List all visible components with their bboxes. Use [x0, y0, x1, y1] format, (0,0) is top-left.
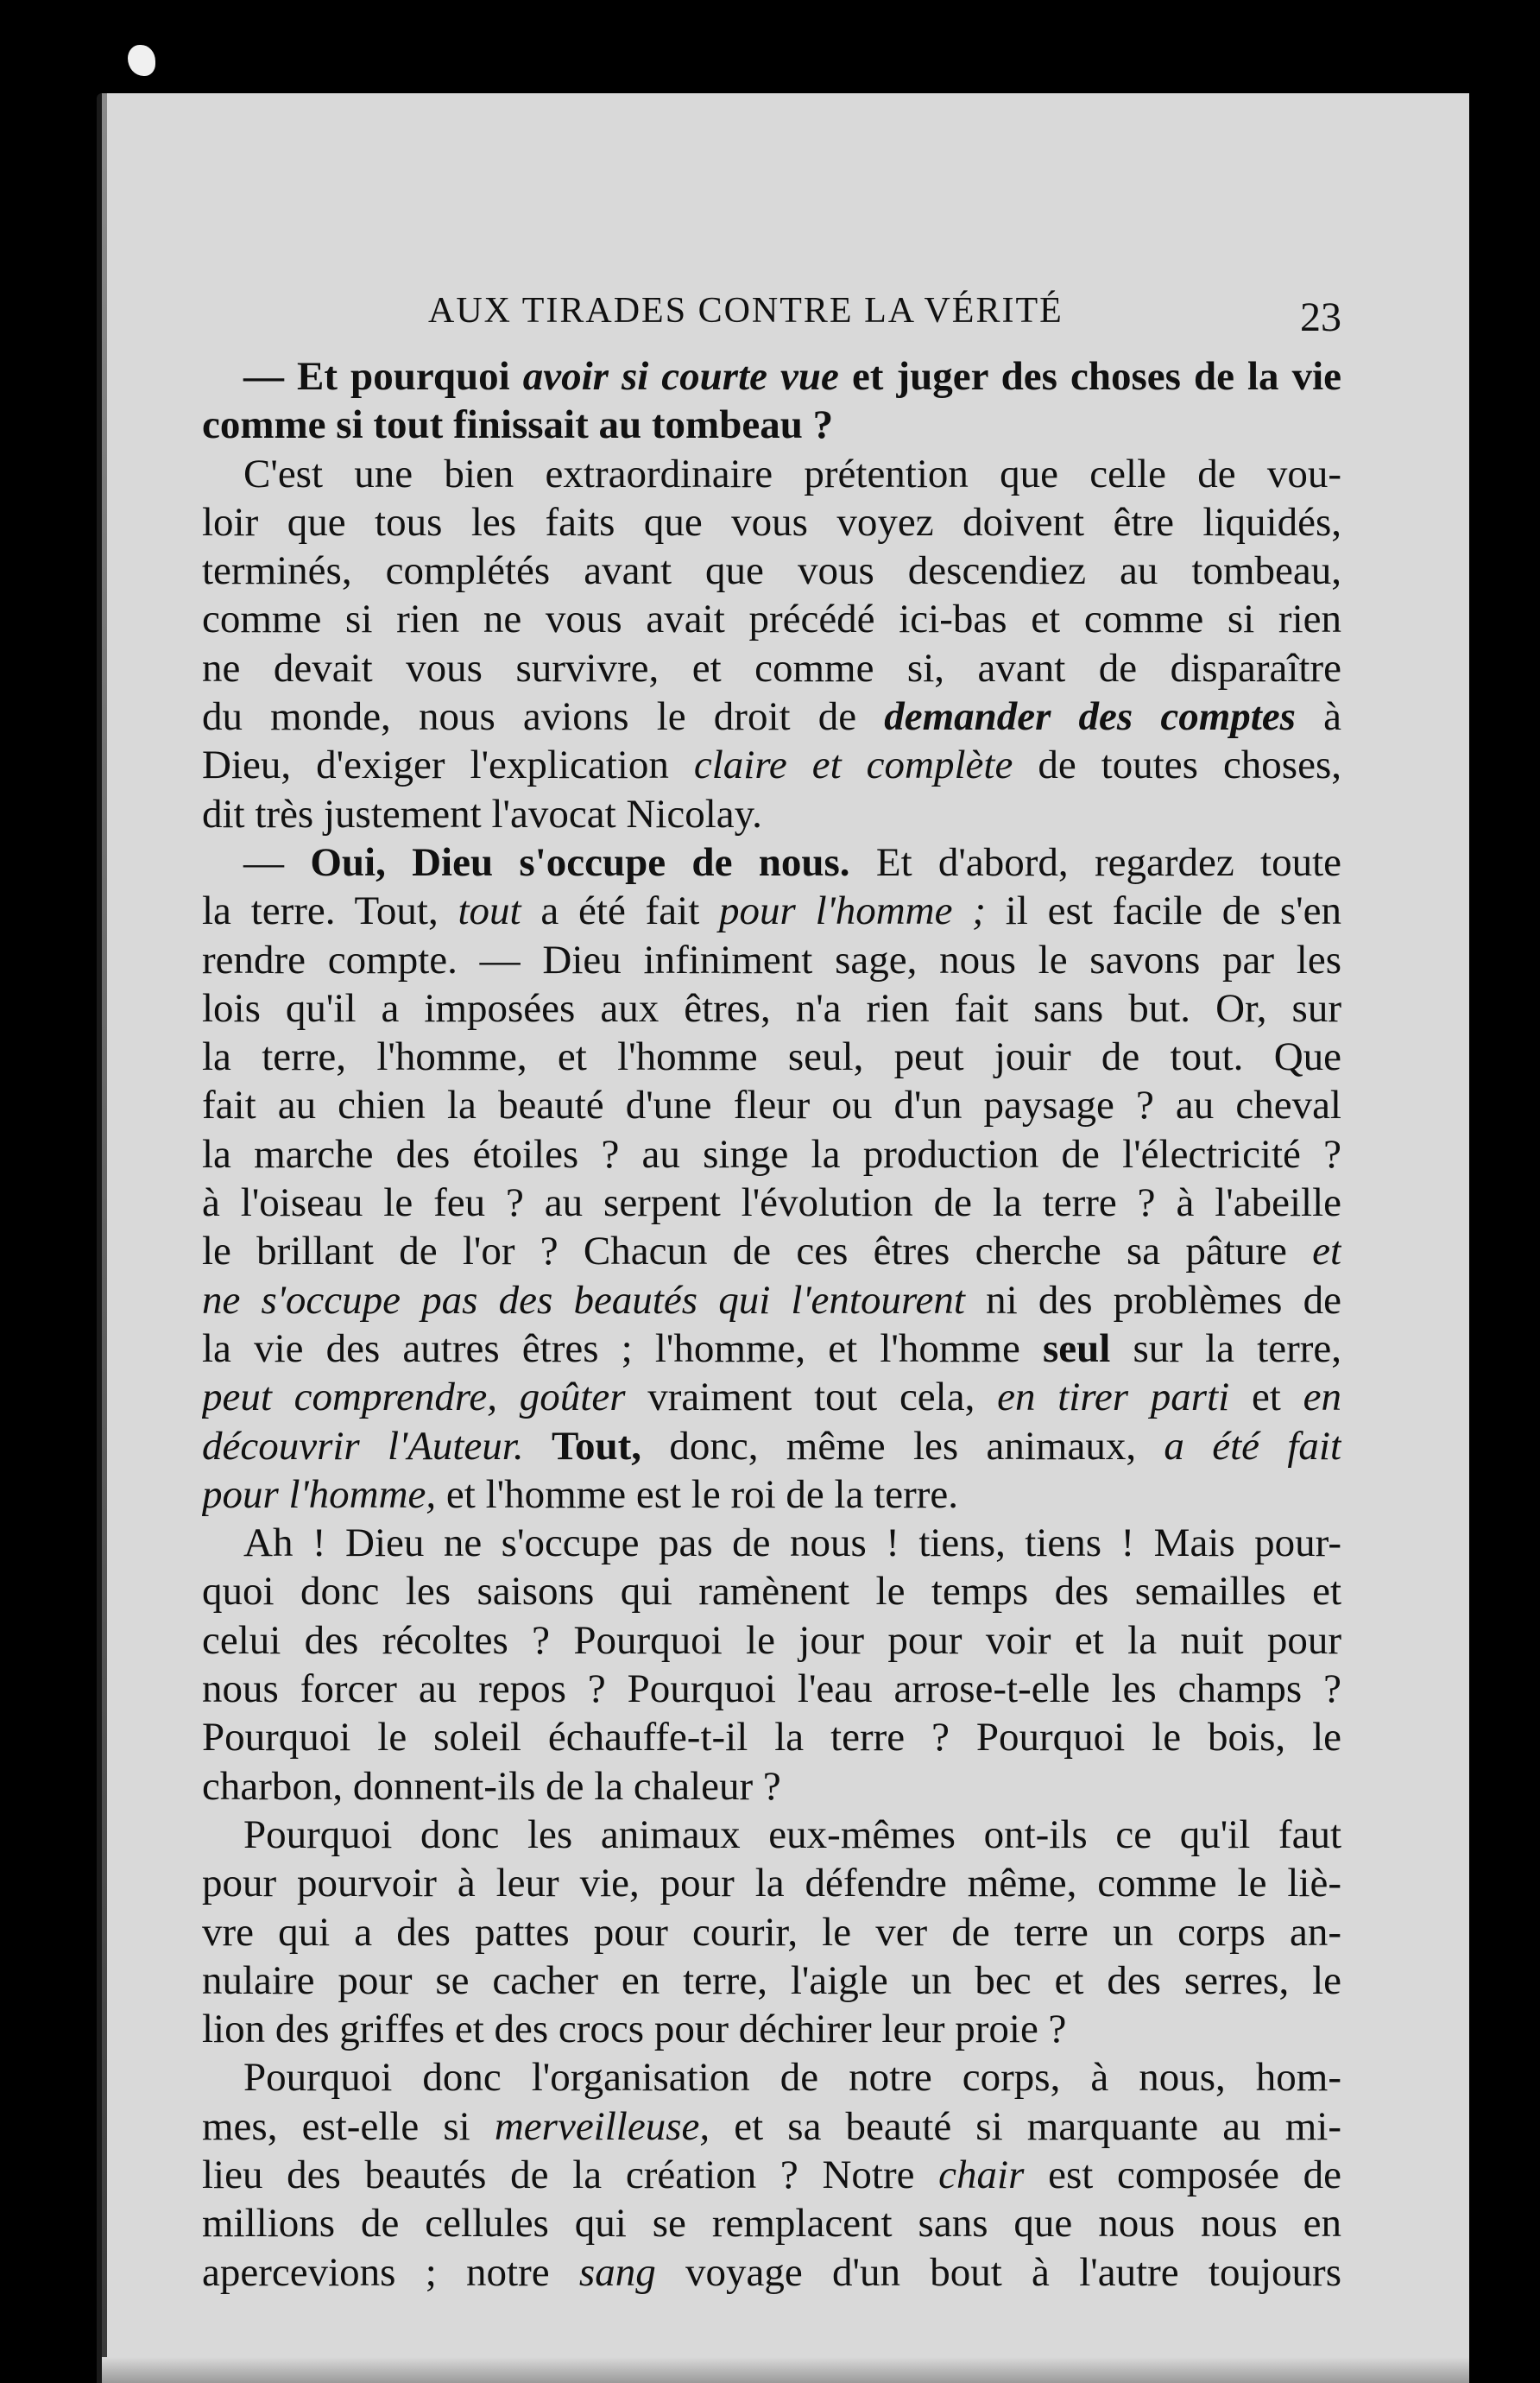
text-line [202, 2248, 1341, 2297]
text-run: nous forcer au repos ? Pourquoi l'eau arrose-t-elle les champs ? [202, 1666, 1341, 1712]
text-run: de toutes choses, [1013, 743, 1341, 788]
text-run: Et d'abord, regardez toute [849, 839, 1341, 885]
text-run: — Et pourquoi [243, 354, 523, 399]
text-run: rendre compte. — Dieu infiniment sage, nous le savons par les [202, 937, 1341, 983]
text-line [202, 1811, 1341, 1859]
text-run: la vie des autres êtres ; l'homme, et l'homme [202, 1325, 1043, 1371]
text-run: dit très justement l'avocat Nicolay. [202, 791, 762, 837]
text-line [202, 984, 1341, 1033]
text-run: la terre. Tout, [202, 888, 458, 934]
text-line [202, 401, 1341, 449]
text-run: ne devait vous survivre, et comme si, avant de disparaître [202, 645, 1341, 691]
text-run: découvrir l'Auteur. [202, 1423, 524, 1469]
text-line [202, 1908, 1341, 1956]
body-text [202, 352, 1341, 2297]
text-line [202, 1519, 1341, 1567]
text-line [202, 936, 1341, 984]
book-page [97, 93, 1469, 2383]
text-line [202, 547, 1341, 595]
text-run: — [243, 839, 311, 885]
text-line [202, 2005, 1341, 2053]
text-line [202, 838, 1341, 887]
text-run: merveilleuse, [494, 2103, 710, 2149]
text-run: comme si rien ne vous avait précédé ici-bas et comme si rien [202, 597, 1341, 642]
text-run: et juger des choses de la vie [838, 354, 1341, 399]
text-line [202, 1713, 1341, 1761]
text-run: charbon, donnent-ils de la chaleur ? [202, 1763, 781, 1809]
text-run: a été fait [1164, 1423, 1341, 1469]
text-line [202, 2102, 1341, 2151]
text-line [202, 741, 1341, 789]
text-run: sur la terre, [1110, 1325, 1341, 1371]
text-line [202, 2199, 1341, 2247]
text-run: nulaire pour se cacher en terre, l'aigle un bec et des serres, le [202, 1957, 1341, 2003]
text-run: loir que tous les faits que vous voyez doivent être liquidés, [202, 499, 1341, 545]
text-run: le brillant de l'or ? Chacun de ces êtres cherche sa pâture [202, 1229, 1313, 1274]
text-line [202, 1130, 1341, 1179]
text-line [202, 1422, 1341, 1470]
text-line [202, 790, 1341, 838]
text-run: Pourquoi donc les animaux eux-mêmes ont-ils ce qu'il faut [243, 1811, 1341, 1857]
text-run: lois qu'il a imposées aux êtres, n'a rien fait sans but. Or, sur [202, 985, 1341, 1031]
text-run: il est facile de s'en [985, 888, 1341, 934]
text-run: et [1229, 1375, 1303, 1420]
text-line [202, 1033, 1341, 1081]
text-run: avoir si courte vue [522, 354, 839, 399]
text-run: ni des problèmes de [964, 1277, 1341, 1323]
text-line [202, 887, 1341, 935]
text-run: Oui, Dieu s'occupe de nous. [310, 839, 850, 885]
text-line [202, 595, 1341, 643]
text-run: Ah ! Dieu ne s'occupe pas de nous ! tiens, tiens ! Mais pour- [243, 1520, 1341, 1566]
text-run: Tout, [551, 1423, 642, 1469]
text-run: vre qui a des pattes pour courir, le ver de terre un corps an- [202, 1909, 1341, 1955]
text-run: seul [1043, 1325, 1111, 1371]
text-line [202, 692, 1341, 741]
text-run: pour pourvoir à leur vie, pour la défendre même, comme le liè- [202, 1861, 1341, 1906]
text-run: Pourquoi donc l'organisation de notre corps, à nous, hom- [243, 2055, 1341, 2101]
text-line [202, 352, 1341, 401]
running-title: AUX TIRADES CONTRE LA VÉRITÉ [428, 291, 1063, 331]
text-run: fait au chien la beauté d'une fleur ou d'un paysage ? au cheval [202, 1083, 1341, 1128]
text-run: en [1303, 1375, 1341, 1420]
text-line [202, 2053, 1341, 2102]
text-run: chair [938, 2152, 1025, 2197]
text-line [202, 498, 1341, 547]
text-run: sang [578, 2249, 656, 2295]
text-line [202, 1081, 1341, 1129]
text-run: peut comprendre, goûter [202, 1375, 626, 1420]
text-run: apercevions ; notre [202, 2249, 579, 2295]
text-run: est composée de [1024, 2152, 1341, 2197]
text-line [202, 1762, 1341, 1811]
text-run: demander des comptes [884, 694, 1296, 740]
text-line [202, 1665, 1341, 1713]
text-line [202, 1227, 1341, 1275]
text-line [202, 644, 1341, 692]
text-run: la marche des étoiles ? au singe la production de l'électricité ? [202, 1131, 1341, 1177]
text-line [202, 1276, 1341, 1324]
text-line [202, 1373, 1341, 1421]
text-run: et sa beauté si marquante au mi- [710, 2103, 1341, 2149]
text-run: quoi donc les saisons qui ramènent le temps des semailles et [202, 1569, 1341, 1615]
text-run: lion des griffes et des crocs pour déchirer leur proie ? [202, 2007, 1067, 2052]
text-run: mes, est-elle si [202, 2103, 495, 2149]
text-run: en tirer parti [997, 1375, 1230, 1420]
text-run: vraiment tout cela, [625, 1375, 998, 1420]
text-run: C'est une bien extraordinaire prétention que celle de vou- [243, 451, 1341, 496]
text-line [202, 1956, 1341, 2005]
text-run: celui des récoltes ? Pourquoi le jour pour voir et la nuit pour [202, 1617, 1341, 1663]
text-run: lieu des beautés de la création ? Notre [202, 2152, 939, 2197]
scan-speck [128, 45, 155, 76]
text-line [202, 1567, 1341, 1615]
text-line [202, 1470, 1341, 1519]
running-head [333, 290, 1352, 342]
text-run: et l'homme est le roi de la terre. [436, 1471, 959, 1517]
text-run: pour l'homme ; [719, 888, 986, 934]
text-run: comme si tout finissait au tombeau ? [202, 402, 834, 448]
text-line [202, 1616, 1341, 1665]
text-line [202, 1179, 1341, 1227]
text-line [202, 1324, 1341, 1373]
text-run [524, 1424, 552, 1469]
text-line [202, 450, 1341, 498]
text-run: et [1312, 1229, 1341, 1274]
text-run: voyage d'un bout à l'autre toujours [655, 2249, 1341, 2295]
text-run: pour l'homme, [202, 1471, 437, 1517]
page-number: 23 [1300, 294, 1341, 340]
text-run: tout [458, 888, 521, 934]
text-run: claire et complète [693, 743, 1013, 788]
text-run: ne s'occupe pas des beautés qui l'entourent [202, 1277, 965, 1323]
text-line [202, 1859, 1341, 1907]
text-run: donc, même les animaux, [641, 1423, 1164, 1469]
text-run: terminés, complétés avant que vous descendiez au tombeau, [202, 548, 1341, 594]
text-run: à [1295, 694, 1341, 740]
page-bottom-edge [102, 2357, 1469, 2383]
text-run: la terre, l'homme, et l'homme seul, peut jouir de tout. Que [202, 1034, 1341, 1080]
page-binding-edge [102, 93, 107, 2383]
text-run: millions de cellules qui se remplacent sans que nous nous en [202, 2201, 1341, 2247]
text-run: Pourquoi le soleil échauffe-t-il la terre ? Pourquoi le bois, le [202, 1715, 1341, 1760]
text-run: a été fait [521, 888, 720, 934]
text-run: du monde, nous avions le droit de [202, 694, 885, 740]
text-run: Dieu, d'exiger l'explication [202, 743, 694, 788]
text-run: à l'oiseau le feu ? au serpent l'évolution de la terre ? à l'abeille [202, 1180, 1341, 1226]
text-line [202, 2151, 1341, 2199]
